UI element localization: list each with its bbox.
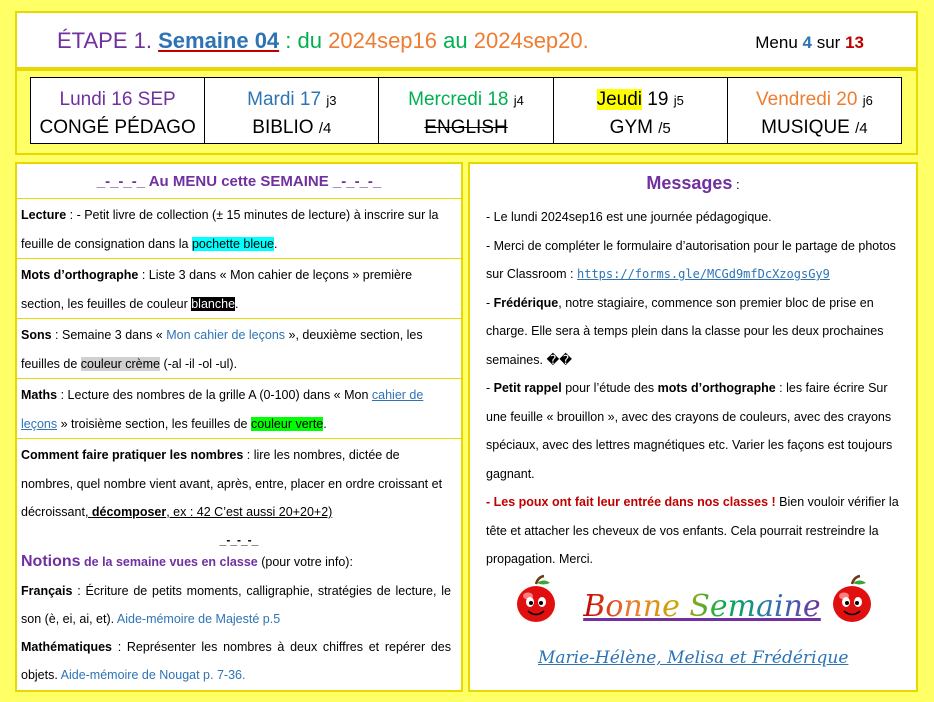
notion-label: Français [21,583,73,598]
section-end: . [323,416,327,431]
day-number: j6 [862,93,873,108]
message-bold: Frédérique [493,295,559,310]
day-activity: CONGÉ PÉDAGO [39,117,196,138]
menu-count [755,33,864,53]
section-sons [17,319,461,379]
day-tuesday [205,78,379,143]
underlined-text: , [84,505,92,519]
apple-icon [830,574,874,624]
date-end: 2024sep20. [473,28,589,53]
messages-title-colon: : [732,177,740,192]
day-name [728,89,901,111]
messages-panel [468,162,918,692]
notions-mid: de la semaine vues en classe [80,554,258,569]
section-lecture [17,198,461,259]
activity-text: GYM [609,117,653,138]
section-end: (-al -il -ol -ul). [159,356,238,371]
message-text: - Merci de compléter le formulaire d’autorisation pour le partage de photos sur Classroom : [486,238,896,281]
days-table [30,77,902,144]
bonne-semaine-text: Bonne Semaine [583,589,821,624]
message-text: , notre stagiaire, commence son premier bloc de prise en charge. Elle sera à temps plein dans la classe pour les deux prochaines semaines. �� [486,295,884,367]
messages-title [470,173,916,203]
section-label: Sons [21,328,52,342]
notion-mathematiques [17,633,461,689]
section-text: : Liste 3 dans « Mon cahier de leçons » première section, les feuilles de couleur [21,268,413,311]
section-end: . [273,236,278,251]
section-text: : lire les nombres, dictée de nombres, quel nombre vient avant, après, entre, placer en ordre croissant et décroissant [21,448,443,519]
highlight-text: couleur crème [80,356,160,371]
date-start: 2024sep16 [328,28,438,53]
highlight-text: couleur verte [250,416,324,431]
day-activity [554,117,727,139]
notions-title [17,549,461,577]
separator: _-_-_-_ [219,532,259,547]
day-name-text: Vendredi 20 [756,89,858,110]
day-name-text: Mardi 17 [247,89,322,110]
decomposer-text: décomposer [91,505,167,519]
activity-frac: /4 [855,120,868,137]
section-label: Lecture [21,208,67,222]
notion-label: Mathématiques [21,639,112,654]
section-label: Mots d’orthographe [21,268,139,282]
message-1: - Le lundi 2024sep16 est une journée pédagogique. [486,210,772,224]
days-box [15,69,918,155]
apple-icon [514,574,558,624]
section-end: . [235,296,239,311]
day-number: j4 [513,93,524,108]
section-maths [17,379,461,439]
notions-rest: (pour votre info): [257,554,353,569]
day-name-highlight: Jeudi [596,89,642,110]
message-text: pour l’étude des [561,381,658,395]
notions-big: Notions [21,552,81,570]
day-thursday [554,78,728,143]
highlight-text: pochette bleue [191,236,274,251]
menu-panel [15,162,463,692]
message-alert: Les poux ont fait leur entrée dans nos classes ! [493,495,776,509]
aide-memoire-ref: Aide-mémoire de Majesté p.5 [116,611,281,626]
day-name-text: 19 [647,89,669,110]
day-name-text: Mercredi 18 [408,89,509,110]
message-bold: Petit rappel [493,381,562,395]
day-monday [31,78,205,143]
message-text: Bien vouloir vérifier la tête et attacher les cheveux de vos enfants. Cela pourrait restreindre la propagation. Merci. [486,495,899,566]
section-text-2: », deuxième section, les feuilles de [21,328,423,371]
aide-memoire-ref: Aide-mémoire de Nougat p. 7-36. [60,667,246,682]
menu-total: 13 [845,33,864,52]
day-name [379,89,552,111]
section-label: Maths [21,388,58,402]
day-name [554,89,727,111]
day-number: j5 [673,93,684,108]
week-title [57,28,589,54]
underlined-text-2: , ex : 42 C’est aussi 20+20+2) [166,505,333,519]
message-2 [470,232,916,289]
menu-label: Menu [755,33,798,52]
day-activity [205,117,378,139]
menu-sur: sur [816,33,841,52]
week-header [15,11,918,69]
message-5: - Les poux ont fait leur entrée dans nos classes ! Bien vouloir vérifier la tête et attacher les cheveux de vos enfants. Cela pourrait restreindre la propagation. Merci. [486,495,899,566]
menu-title: _-_-_-_ Au MENU cette SEMAINE _-_-_-_ [96,173,382,190]
notion-text: : Écriture de petits moments, calligraphie, stratégies de lecture, le son (è, ei, ai, et). [21,583,451,626]
message-bold-2: mots d’orthographe [657,381,776,395]
message-3: - Frédérique, notre stagiaire, commence son premier bloc de prise en charge. Elle sera à temps plein dans la classe pour les deux prochaines semaines. �� [486,295,884,367]
day-name: Lundi 16 SEP [59,89,176,110]
section-nombres [17,439,461,527]
bonne-semaine-banner [562,589,842,624]
highlight-text: blanche [191,296,236,311]
section-text: : - Petit livre de collection (± 15 minutes de lecture) à inscrire sur la feuille de consignation dans la [21,208,439,251]
messages-title-text: Messages [646,173,733,193]
day-number: j3 [326,93,337,108]
day-name [205,89,378,111]
etape-label: ÉTAPE 1. [57,28,152,53]
activity-text: ENGLISH [424,117,508,138]
day-wednesday [379,78,553,143]
section-text-2: » troisième section, les feuilles de [57,416,251,431]
activity-frac: /5 [658,120,671,137]
notion-francais [17,577,461,633]
activity-frac: /4 [318,120,332,137]
semaine-label: Semaine 04 [158,28,280,53]
section-text: : Lecture des nombres de la grille A (0-100) dans « Mon [57,388,372,402]
day-friday [728,78,901,143]
activity-text: MUSIQUE [761,117,850,138]
au-label: au [443,28,468,53]
menu-num: 4 [802,33,812,52]
cahier-link[interactable]: cahier de leçons [21,388,424,431]
section-text: : Semaine 3 dans « [51,328,167,342]
day-activity [379,117,552,139]
du-label: : du [285,28,322,53]
message-text-2: : les faire écrire Sur une feuille « brouillon », avec des crayons de couleurs, avec des crayons spéciaux, avec des lettres magnétiques etc. Varier les façons est toujours gagnant. [486,381,893,481]
forms-link[interactable]: https://forms.gle/MCGd9mfDcXzogsGy9 [577,267,830,281]
section-orthographe [17,259,461,319]
section-label: Comment faire pratiquer les nombres [21,448,244,462]
activity-text: BIBLIO [252,117,314,138]
cahier-link: Mon cahier de leçons [166,328,286,342]
signature: Marie-Hélène, Melisa et Frédérique [538,648,849,668]
notion-text: : Représenter les nombres à deux chiffres et repérer des objets. [21,639,451,682]
message-4: - Petit rappel pour l’étude des mots d’orthographe : les faire écrire Sur une feuille « brouillon », avec des crayons de couleurs, avec des crayons spéciaux, avec des lettres magnétiques etc. Varier les façons est toujours gagnant. [486,381,893,481]
day-activity [728,117,901,139]
